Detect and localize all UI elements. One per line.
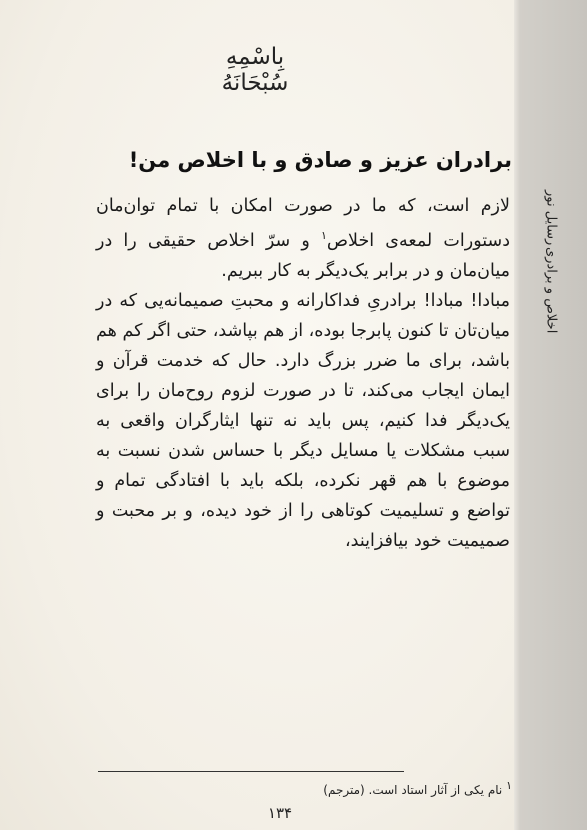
side-tab-line1: رسایل نور	[543, 190, 559, 246]
footnote-mark: ۱	[506, 779, 512, 792]
side-tab-line2: اخلاص و برادری	[543, 247, 559, 334]
basmala-heading: بِاسْمِهِ سُبْحَانَهُ	[221, 44, 289, 96]
footnote	[250, 779, 512, 797]
paragraph-1	[96, 191, 510, 286]
page-number: ۱۳۴	[267, 804, 293, 822]
footnote-text: نام یکی از آثار استاد است. (مترجم)	[323, 783, 503, 797]
footnote-divider	[98, 771, 404, 772]
paragraph-1-part-b: و سرّ اخلاص حقیقی را در میان‌مان و در برابر یک‌دیگر به کار ببریم.	[96, 230, 510, 281]
side-tab-label	[528, 190, 574, 334]
page-title: برادران عزیز و صادق و با اخلاص من!	[128, 148, 512, 172]
body-text	[96, 191, 510, 556]
footnote-reference-mark: ۱	[320, 229, 327, 242]
paragraph-1-part-a: لازم است، که ما در صورت امکان با تمام توان‌مان دستورات لمعه‌ی اخلاص	[96, 196, 510, 251]
paragraph-2: مبادا! مبادا! برادریِ فداکارانه و محبتِ صمیمانه‌یی که در میان‌تان تا کنون پابرجا بوده، از هم بپاشد، حتی اگر کم هم باشد، برای ما ضرر بزرگ دارد. حال که خدمت قرآن و ایمان ایجاب می‌کند، تا در صورت لزوم روح‌مان را برای یک‌دیگر فدا کنیم، پس باید نه تنها ایثارگران واقعی به سبب مشکلات یا مسایل دیگر با حساس شدن نسبت به موضوع با هم قهر نکرده، بلکه باید با افتادگی تمام و تواضع و تسلیمیت کوتاهی را از خود دیده، و بر محبت و صمیمیت خود بیافزایند،	[96, 290, 510, 551]
side-tab	[514, 0, 587, 830]
